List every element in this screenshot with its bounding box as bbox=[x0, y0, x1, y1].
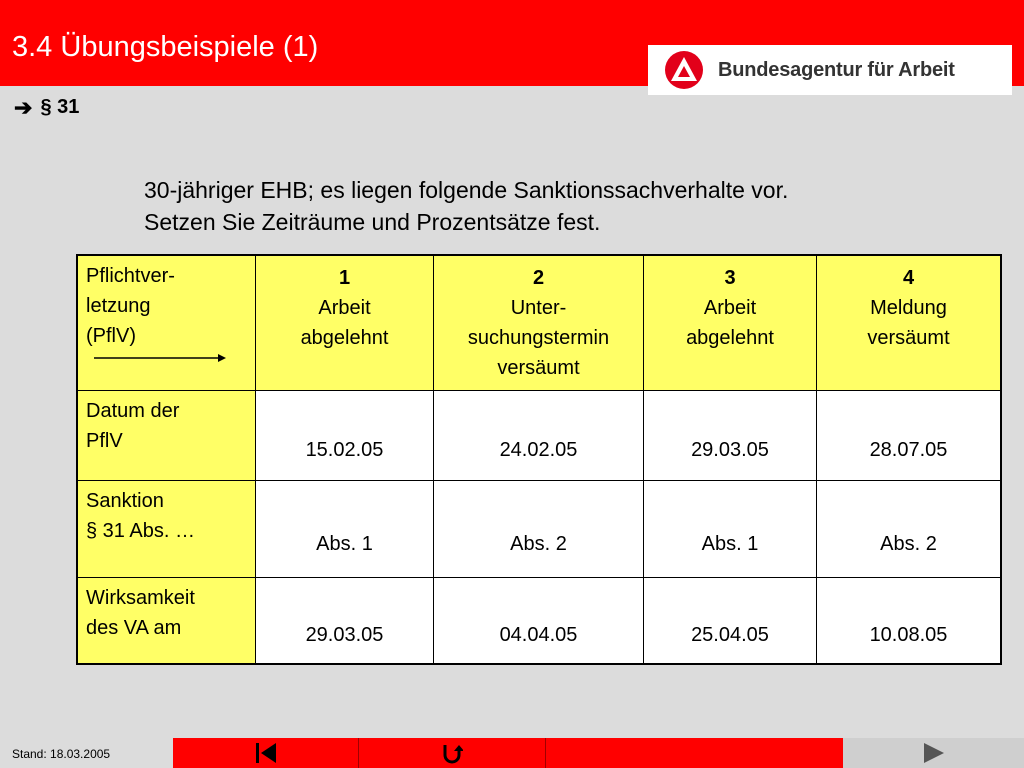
stand-date: Stand: 18.03.2005 bbox=[12, 747, 111, 761]
table-cell bbox=[644, 390, 817, 480]
return-icon bbox=[441, 742, 463, 764]
cell-value: 24.02.05 bbox=[499, 439, 578, 461]
row-label-cell bbox=[77, 577, 256, 664]
cell-value: Abs. 2 bbox=[510, 532, 567, 555]
cell-value: Abs. 2 bbox=[880, 532, 937, 555]
first-slide-icon bbox=[253, 742, 279, 764]
row-label-line: Wirksamkeit bbox=[86, 586, 195, 609]
corner-label-line: Pflichtver- bbox=[86, 265, 175, 287]
cell-value: 15.02.05 bbox=[305, 439, 384, 461]
cell-value: Abs. 1 bbox=[701, 532, 759, 555]
row-label-line: des VA am bbox=[86, 616, 182, 639]
column-number: 3 bbox=[724, 267, 736, 289]
column-label-line: Unter- bbox=[510, 297, 567, 319]
column-number: 2 bbox=[532, 267, 545, 289]
intro-line: 30-jähriger EHB; es liegen folgende Sanktionssachverhalte vor. bbox=[144, 177, 789, 203]
return-button[interactable] bbox=[359, 738, 545, 768]
cell-value: 29.03.05 bbox=[305, 624, 384, 647]
table-cell bbox=[434, 577, 644, 664]
column-number: 4 bbox=[902, 267, 915, 289]
column-label-line: abgelehnt bbox=[300, 327, 389, 349]
exercise-intro bbox=[144, 174, 788, 238]
brand-logo bbox=[648, 45, 1012, 95]
column-label-line: Arbeit bbox=[703, 297, 757, 319]
slide-title: 3.4 Übungsbeispiele (1) bbox=[12, 31, 319, 63]
intro-line: Setzen Sie Zeiträume und Prozentsätze fest. bbox=[144, 209, 601, 235]
corner-cell bbox=[77, 255, 256, 390]
row-label-cell bbox=[77, 480, 256, 577]
column-header bbox=[644, 255, 817, 390]
row-label-line: § 31 Abs. … bbox=[86, 519, 195, 542]
table-row bbox=[77, 480, 1001, 577]
cell-value: 25.04.05 bbox=[691, 624, 769, 647]
table-cell bbox=[256, 577, 434, 664]
table-cell bbox=[644, 480, 817, 577]
next-slide-button[interactable] bbox=[843, 738, 1024, 768]
cell-value: Abs. 1 bbox=[316, 532, 373, 555]
column-number: 1 bbox=[338, 267, 351, 289]
table-cell bbox=[644, 577, 817, 664]
table-header-row bbox=[77, 255, 1001, 390]
corner-label-line: (PflV) bbox=[86, 325, 136, 347]
table-row bbox=[77, 577, 1001, 664]
table-row bbox=[77, 390, 1001, 480]
column-header bbox=[434, 255, 644, 390]
nav-blank-segment bbox=[546, 738, 843, 768]
corner-label-line: letzung bbox=[86, 295, 151, 317]
cell-value: 04.04.05 bbox=[499, 624, 578, 647]
row-label-cell bbox=[77, 390, 256, 480]
cell-value: 29.03.05 bbox=[691, 439, 769, 461]
cell-value: 28.07.05 bbox=[869, 439, 948, 461]
column-label-line: Arbeit bbox=[318, 297, 371, 319]
table-cell bbox=[817, 480, 1002, 577]
footer-bar bbox=[0, 738, 1024, 768]
table-cell bbox=[256, 480, 434, 577]
table-cell bbox=[434, 390, 644, 480]
row-label-line: PflV bbox=[86, 429, 123, 452]
column-label-line: Meldung bbox=[870, 297, 947, 319]
next-slide-icon bbox=[922, 742, 946, 764]
column-header bbox=[256, 255, 434, 390]
column-label-line: versäumt bbox=[867, 327, 950, 349]
column-label-line: suchungstermin bbox=[467, 327, 610, 349]
table-cell bbox=[256, 390, 434, 480]
table-cell bbox=[817, 390, 1002, 480]
brand-name: Bundesagentur für Arbeit bbox=[718, 58, 955, 81]
column-header bbox=[817, 255, 1002, 390]
long-right-arrow-icon bbox=[86, 353, 226, 363]
section-heading bbox=[14, 96, 79, 119]
first-slide-button[interactable] bbox=[173, 738, 359, 768]
agency-logo-icon bbox=[664, 50, 704, 90]
column-label-line: versäumt bbox=[497, 357, 580, 379]
table-cell bbox=[434, 480, 644, 577]
right-arrow-icon: ➔ bbox=[14, 94, 33, 120]
sanction-table bbox=[76, 254, 1002, 665]
paragraph-reference: § 31 bbox=[40, 96, 80, 118]
table-cell bbox=[817, 577, 1002, 664]
row-label-line: Datum der bbox=[86, 399, 180, 422]
slide-navigation bbox=[173, 738, 843, 768]
cell-value: 10.08.05 bbox=[869, 624, 948, 647]
column-label-line: abgelehnt bbox=[686, 327, 774, 349]
row-label-line: Sanktion bbox=[86, 489, 164, 512]
